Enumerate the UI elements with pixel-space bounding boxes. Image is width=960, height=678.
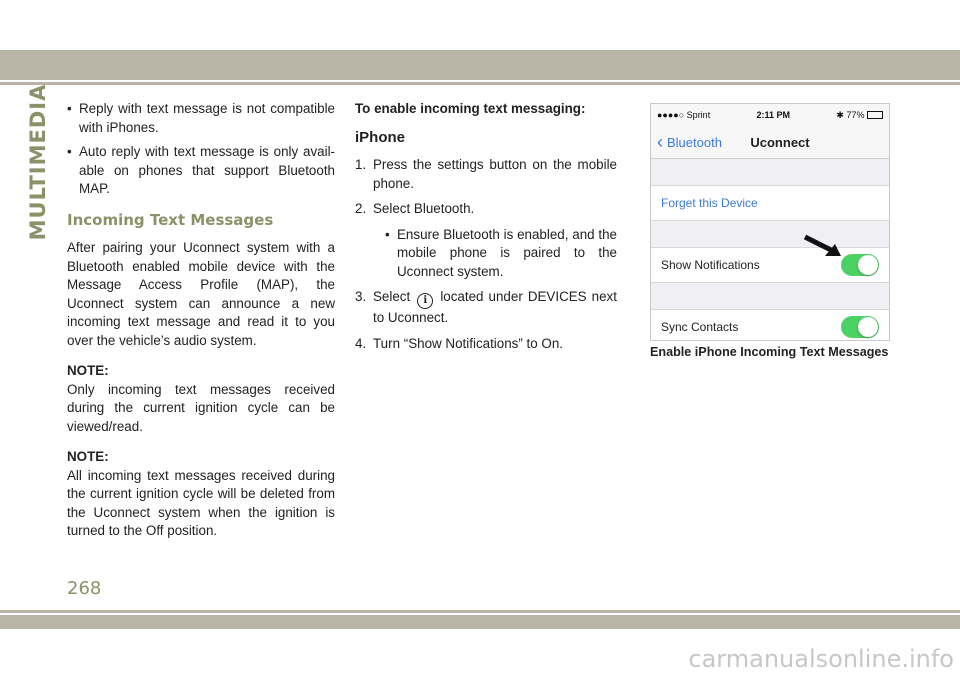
step-text-post: located under DEVICES next to Uconnect. (373, 289, 617, 325)
step-number: 1. (355, 157, 367, 172)
note-heading: NOTE: (67, 449, 109, 464)
sub-bullet-item (385, 226, 617, 282)
group-gap (651, 283, 889, 309)
step-text (373, 288, 617, 328)
show-notifications-row (651, 247, 889, 283)
sync-contacts-label: Sync Contacts (661, 320, 739, 334)
forget-device-label: Forget this Device (661, 196, 758, 210)
procedure-title: To enable incoming text messaging: (355, 101, 586, 116)
bullet-glyph: • (67, 101, 72, 116)
section-tab-label: MULTIMEDIA (26, 83, 50, 241)
bullet-glyph: • (385, 226, 390, 242)
note-body: Only incoming text messages received during the current ignition cycle can be viewed/read. (67, 381, 335, 434)
pointer-arrow-icon (803, 234, 843, 258)
sync-contacts-toggle[interactable] (841, 316, 879, 338)
group-gap (651, 159, 889, 185)
note-heading: NOTE: (67, 363, 109, 378)
step-item (355, 288, 617, 328)
show-notifications-label: Show Notifications (661, 258, 760, 272)
nav-title: Uconnect (750, 134, 810, 150)
step-item (355, 156, 617, 193)
watermark: carmanualsonline.info (688, 645, 954, 673)
bottom-decorative-band (0, 615, 960, 629)
step-text: Press the settings button on the mobile phone. (373, 157, 617, 191)
show-notifications-toggle[interactable] (841, 254, 879, 276)
step-number: 4. (355, 335, 367, 351)
bullet-item (67, 100, 335, 137)
toggle-knob (858, 317, 878, 337)
bluetooth-icon: ✱ (836, 109, 844, 120)
step-item (355, 335, 617, 354)
step-text: Turn “Show Notifications” to On. (373, 335, 564, 351)
battery-icon (867, 111, 883, 119)
battery-percent: 77% (846, 109, 865, 120)
info-icon: i (417, 293, 433, 309)
forget-device-row[interactable] (651, 185, 889, 221)
step-number: 2. (355, 201, 367, 216)
toggle-knob (858, 255, 878, 275)
bottom-rule (0, 610, 960, 613)
clock-label: 2:11 PM (756, 110, 791, 120)
group-gap (651, 221, 889, 247)
procedure-subhead: iPhone (355, 128, 406, 146)
step-item (355, 200, 617, 219)
bullet-item (67, 143, 335, 199)
arrow-shaft (805, 237, 833, 251)
back-label: Bluetooth (667, 134, 722, 150)
back-button[interactable] (657, 133, 722, 151)
bullet-text: Reply with text message is not compatible with iPhones. (79, 101, 335, 135)
sub-bullet-text: Ensure Bluetooth is enabled, and the mobile phone is paired to the Uconnect system. (397, 226, 617, 279)
ios-nav-bar (651, 126, 889, 159)
figure-caption: Enable iPhone Incoming Text Messages (650, 345, 889, 359)
iphone-screenshot (650, 103, 890, 341)
step-text-pre: Select (373, 289, 411, 304)
note-body: All incoming text messages received during the current ignition cycle will be deleted from the Uconnect system when the ignition is turned to the Off position. (67, 467, 335, 538)
page-number: 268 (67, 578, 102, 599)
battery-label (836, 110, 883, 121)
bullet-glyph: • (67, 144, 72, 159)
intro-paragraph: After pairing your Uconnect system with a Bluetooth enabled mobile device with the Message Access Profile (MAP), the Uconnect system can announce a new incoming text message and read it to you over the vehicle’s audio system. (67, 240, 335, 348)
section-tab (26, 83, 50, 241)
section-heading: Incoming Text Messages (67, 210, 274, 229)
bullet-text: Auto reply with text message is only avail- able on phones that support Bluetooth MAP. (79, 144, 335, 196)
middle-column (355, 100, 617, 360)
top-decorative-band (0, 50, 960, 80)
chevron-left-icon: ‹ (657, 132, 663, 152)
carrier-label: ●●●●○ Sprint (657, 110, 711, 120)
top-rule (0, 82, 960, 85)
step-text: Select Bluetooth. (373, 201, 475, 216)
left-column (67, 100, 335, 553)
sync-contacts-row (651, 309, 889, 341)
ios-status-bar (651, 104, 889, 126)
step-number: 3. (355, 289, 367, 304)
